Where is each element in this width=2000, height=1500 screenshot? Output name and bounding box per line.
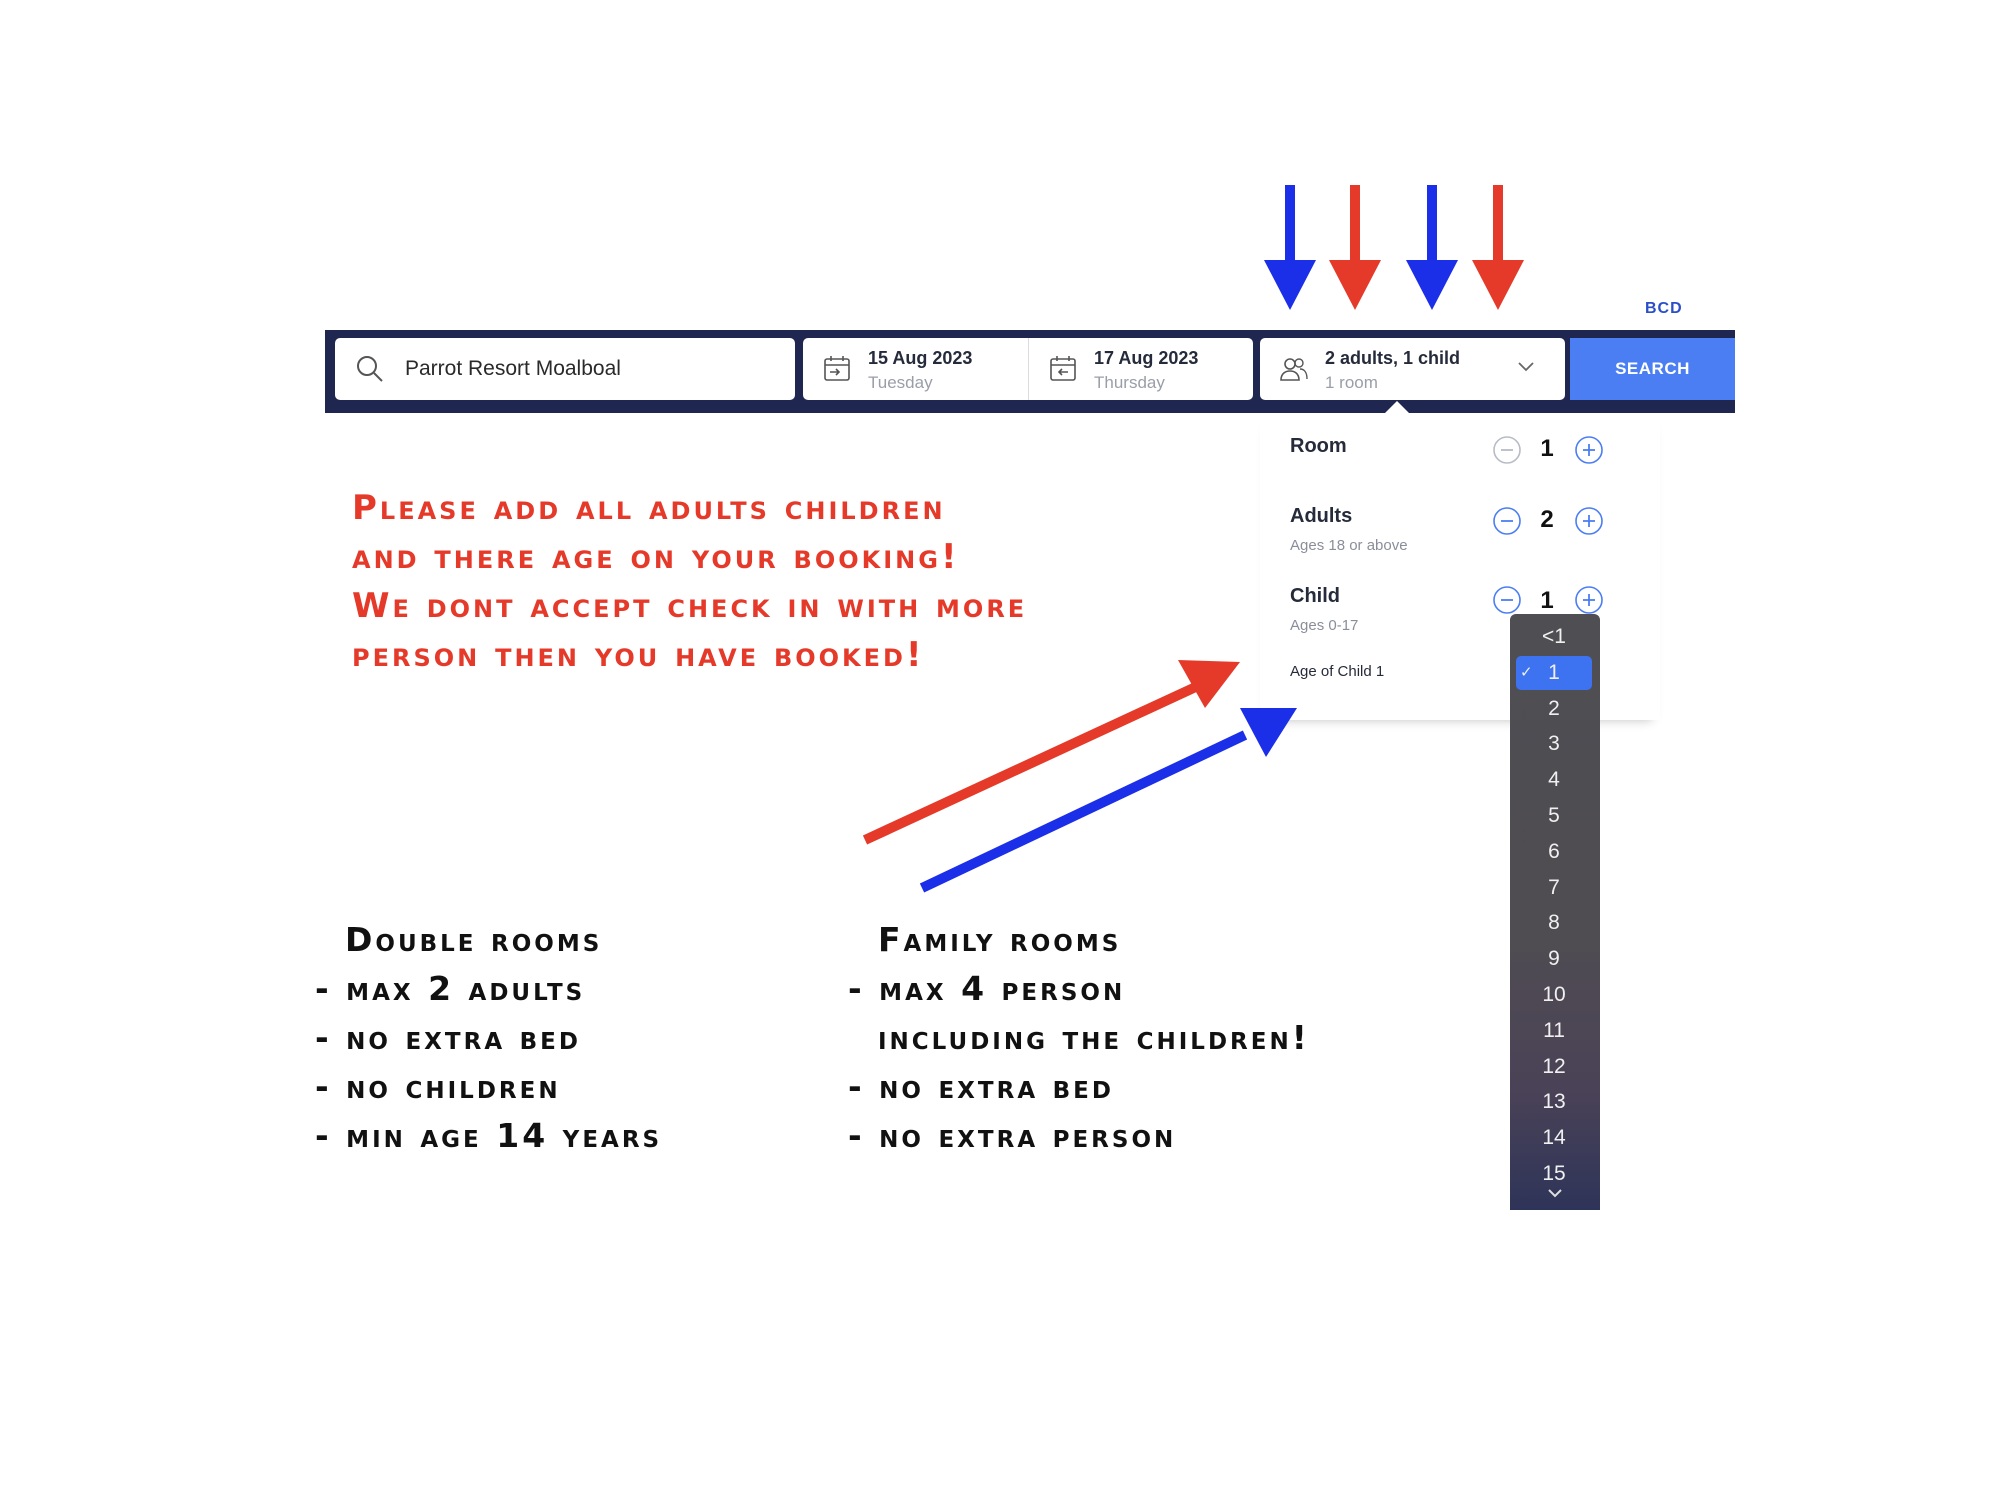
notice-line-3: We dont accept check in with more (352, 586, 1028, 626)
search-icon (355, 354, 385, 390)
popup-caret (1385, 401, 1409, 413)
age-option[interactable] (1516, 692, 1592, 726)
adults-sublabel: Ages 18 or above (1290, 537, 1408, 554)
checkout-field[interactable] (1028, 338, 1253, 400)
room-label: Room (1290, 435, 1347, 457)
people-icon (1280, 356, 1308, 387)
search-button[interactable]: SEARCH (1570, 338, 1735, 400)
adults-increment-button[interactable] (1574, 506, 1604, 536)
age-option-label: 12 (1542, 1054, 1566, 1078)
age-option-label: 6 (1548, 839, 1560, 863)
checkout-day: Thursday (1094, 373, 1165, 392)
calendar-checkin-icon (823, 355, 851, 388)
calendar-checkout-icon (1049, 355, 1077, 388)
age-option-label: 9 (1548, 947, 1560, 971)
age-option[interactable] (1516, 763, 1592, 797)
checkmark-icon: ✓ (1520, 663, 1533, 681)
age-option-label: 7 (1548, 875, 1560, 899)
age-option[interactable] (1516, 656, 1592, 690)
rooms-summary: 1 room (1325, 373, 1378, 392)
age-option[interactable] (1516, 620, 1592, 654)
age-option[interactable] (1516, 835, 1592, 869)
double-rooms-title: Double rooms (345, 920, 603, 959)
family-rooms-line: - no extra person (848, 1116, 1177, 1155)
child-increment-button[interactable] (1574, 585, 1604, 615)
occupancy-popup (1260, 413, 1660, 720)
age-option[interactable] (1516, 799, 1592, 833)
age-option-label: 5 (1548, 804, 1560, 827)
brand-tag: BCD (1645, 300, 1683, 317)
adults-decrement-button[interactable] (1492, 506, 1522, 536)
double-rooms-line: - min age 14 years (315, 1116, 663, 1155)
age-of-child-label: Age of Child 1 (1290, 663, 1385, 680)
family-rooms-line: - max 4 person (848, 969, 1126, 1008)
guests-summary: 2 adults, 1 child (1325, 348, 1461, 368)
child-count: 1 (1540, 587, 1554, 614)
adults-count: 2 (1540, 506, 1554, 533)
age-option-label: 15 (1542, 1162, 1566, 1185)
double-rooms-line: - no children (315, 1067, 561, 1106)
checkout-date: 17 Aug 2023 (1094, 348, 1199, 368)
age-option[interactable] (1516, 871, 1592, 905)
notice-line-2: and there age on your booking! (352, 537, 960, 577)
age-option-label: 4 (1548, 768, 1560, 792)
child-sublabel: Ages 0-17 (1290, 617, 1359, 634)
age-option[interactable] (1516, 1121, 1592, 1155)
adults-label: Adults (1290, 505, 1353, 527)
age-option-label: 11 (1543, 1018, 1565, 1042)
family-rooms-title: Family rooms (878, 920, 1122, 959)
age-option[interactable] (1516, 978, 1592, 1012)
room-count: 1 (1540, 435, 1554, 462)
arrow-diagonal-blue (922, 708, 1297, 888)
checkin-day: Tuesday (868, 373, 933, 392)
checkin-field[interactable] (803, 338, 1028, 400)
age-option[interactable] (1516, 1050, 1592, 1084)
double-rooms-line: - no extra bed (315, 1018, 581, 1057)
age-option[interactable] (1516, 906, 1592, 940)
checkin-date: 15 Aug 2023 (868, 348, 973, 368)
date-range (803, 338, 1253, 400)
arrow-down-blue-2 (1406, 185, 1458, 310)
age-option[interactable] (1516, 942, 1592, 976)
age-option-label: 13 (1542, 1090, 1566, 1114)
destination-field[interactable] (335, 338, 795, 400)
notice-line-1: Please add all adults children (352, 488, 946, 528)
room-increment-button[interactable] (1574, 435, 1604, 465)
age-option-label: 10 (1542, 983, 1566, 1006)
child-decrement-button[interactable] (1492, 585, 1522, 615)
arrow-diagonal-red (865, 660, 1240, 840)
age-option[interactable] (1516, 1014, 1592, 1048)
arrow-down-red-1 (1329, 185, 1381, 310)
age-option-label: 3 (1548, 732, 1560, 756)
search-bar (325, 330, 1735, 413)
family-rooms-line: including the children! (878, 1018, 1310, 1057)
destination-value: Parrot Resort Moalboal (405, 357, 621, 380)
notice-line-4: person then you have booked! (352, 635, 925, 675)
age-option-label: 8 (1548, 911, 1560, 935)
age-option[interactable] (1516, 1085, 1592, 1119)
age-option[interactable] (1516, 727, 1592, 761)
age-option-label: 2 (1548, 696, 1560, 720)
age-option-label: <1 (1542, 625, 1566, 648)
room-decrement-button[interactable] (1492, 435, 1522, 465)
family-rooms-line: - no extra bed (848, 1067, 1114, 1106)
chevron-down-icon (1517, 360, 1535, 378)
child-label: Child (1290, 585, 1340, 607)
guests-field[interactable] (1260, 338, 1565, 400)
age-dropdown[interactable] (1510, 614, 1600, 1210)
arrow-down-blue-1 (1264, 185, 1316, 310)
dropdown-scroll-down-icon[interactable] (1547, 1188, 1563, 1198)
age-option-label: 14 (1542, 1126, 1566, 1150)
arrow-down-red-2 (1472, 185, 1524, 310)
age-option-label: 1 (1548, 660, 1560, 684)
age-option[interactable] (1516, 1157, 1592, 1191)
double-rooms-line: - max 2 adults (315, 969, 586, 1008)
